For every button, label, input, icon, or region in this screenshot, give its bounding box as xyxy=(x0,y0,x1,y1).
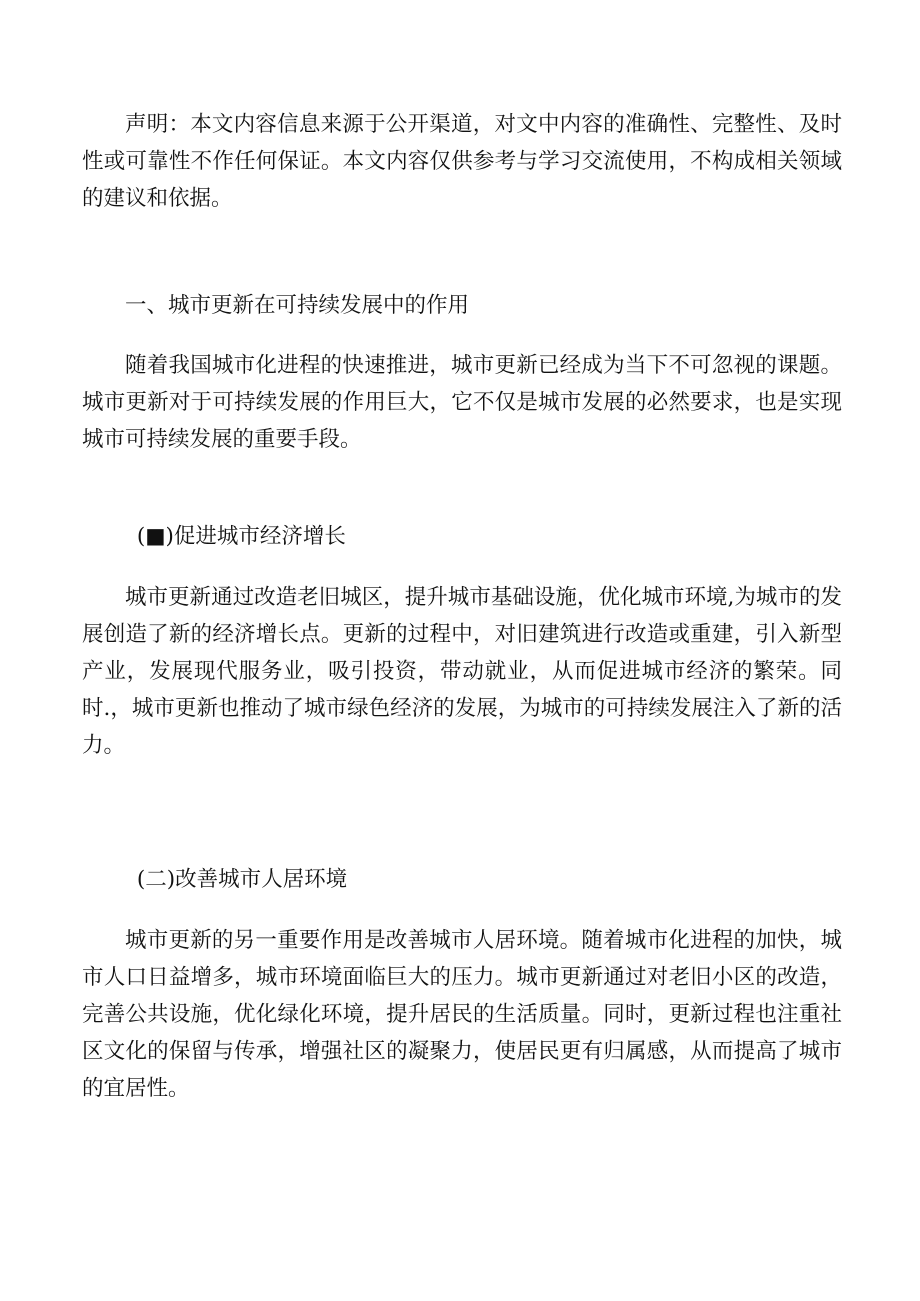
living-environment-paragraph: 城市更新的另一重要作用是改善城市人居环境。随着城市化进程的加快，城市人口日益增多，城市环境面临巨大的压力。城市更新通过对老旧小区的改造，完善公共设施，优化绿化环境，提升居民的生活质量。同时，更新过程也注重社区文化的保留与传承，增强社区的凝聚力，使居民更有归属感，从而提高了城市的宜居性。 xyxy=(82,928,842,1101)
section-heading: 一、城市更新在可持续发展中的作用 xyxy=(125,293,470,318)
subsection-heading-living-environment: (二)改善城市人居环境 xyxy=(136,867,348,892)
subsection-heading-economy: (■)促进城市经济增长 xyxy=(136,524,346,549)
disclaimer-paragraph: 声明：本文内容信息来源于公开渠道，对文中内容的准确性、完整性、及时性或可靠性不作任何保证。本文内容仅供参考与学习交流使用，不构成相关领域的建议和依据。 xyxy=(82,112,842,211)
economy-paragraph: 城市更新通过改造老旧城区，提升城市基础设施，优化城市环境,为城市的发展创造了新的经济增长点。更新的过程中，对旧建筑进行改造或重建，引入新型产业，发展现代服务业，吸引投资，带动就业，从而促进城市经济的繁荣。同时.，城市更新也推动了城市绿色经济的发展，为城市的可持续发展注入了新的活力。 xyxy=(82,585,842,758)
intro-paragraph: 随着我国城市化进程的快速推进，城市更新已经成为当下不可忽视的课题。城市更新对于可持续发展的作用巨大，它不仅是城市发展的必然要求，也是实现城市可持续发展的重要手段。 xyxy=(82,353,842,452)
